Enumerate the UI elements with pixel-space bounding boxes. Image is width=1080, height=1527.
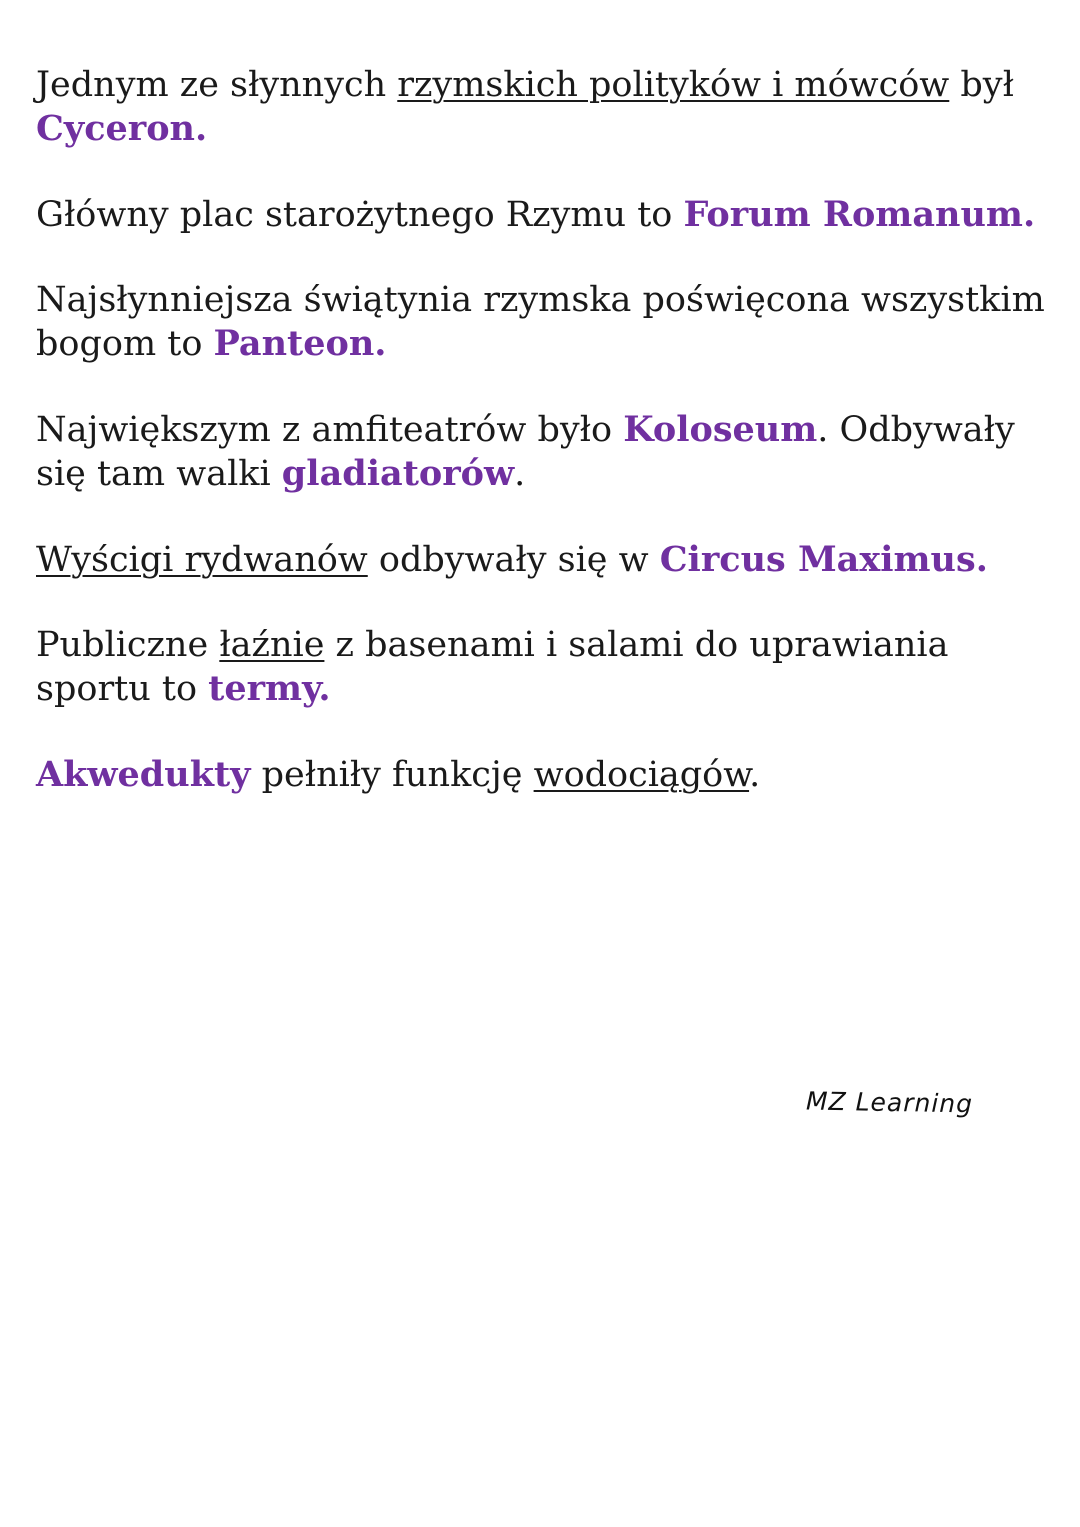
- highlight-term: Koloseum: [623, 409, 818, 450]
- highlight-term: gladiatorów: [281, 453, 515, 494]
- sentence-panteon: [36, 279, 1056, 366]
- underlined-phrase: wodociągów: [533, 755, 750, 795]
- period: .: [195, 108, 208, 149]
- highlight-term: Circus Maximus: [659, 539, 976, 580]
- period: .: [318, 668, 331, 709]
- highlight-term: Cyceron: [36, 108, 196, 149]
- highlight-term: termy: [208, 668, 319, 709]
- sentence-circus: [36, 538, 1056, 582]
- underlined-phrase: łaźnie: [219, 625, 325, 665]
- underlined-phrase: rzymskich polityków i mówców: [397, 65, 950, 105]
- text: . Odbywały się tam walki: [36, 410, 1015, 494]
- sentence-koloseum: [36, 408, 1056, 496]
- sentence-termy: [36, 624, 1056, 711]
- period: .: [514, 454, 526, 494]
- highlight-term: Panteon: [213, 323, 375, 364]
- highlight-term: Akwedukty: [36, 754, 251, 795]
- sentence-forum: [36, 193, 1056, 237]
- signature: MZ Learning: [805, 1086, 974, 1119]
- period: .: [1022, 194, 1036, 235]
- text: odbywały się w: [367, 540, 660, 580]
- text: Najsłynniejsza świątynia rzymska poświęcona wszystkim bogom to: [36, 280, 1045, 364]
- notes-page: [36, 64, 1056, 839]
- sentence-akwedukty: [36, 753, 1056, 797]
- period: .: [975, 539, 988, 580]
- period: .: [749, 755, 761, 795]
- underlined-phrase: Wyścigi rydwanów: [36, 540, 368, 580]
- text: Największym z amfiteatrów było: [36, 410, 624, 450]
- text: Główny plac starożytnego Rzymu to: [36, 195, 684, 235]
- sentence-cyceron: [36, 64, 1056, 151]
- text: Jednym ze słynnych: [36, 65, 398, 105]
- text: Publiczne: [36, 625, 220, 665]
- text: był: [949, 65, 1014, 105]
- period: .: [374, 323, 387, 364]
- highlight-term: Forum Romanum: [683, 194, 1023, 235]
- text: pełniły funkcję: [250, 755, 534, 795]
- text: z basenami i salami do uprawiania sportu to: [36, 625, 949, 709]
